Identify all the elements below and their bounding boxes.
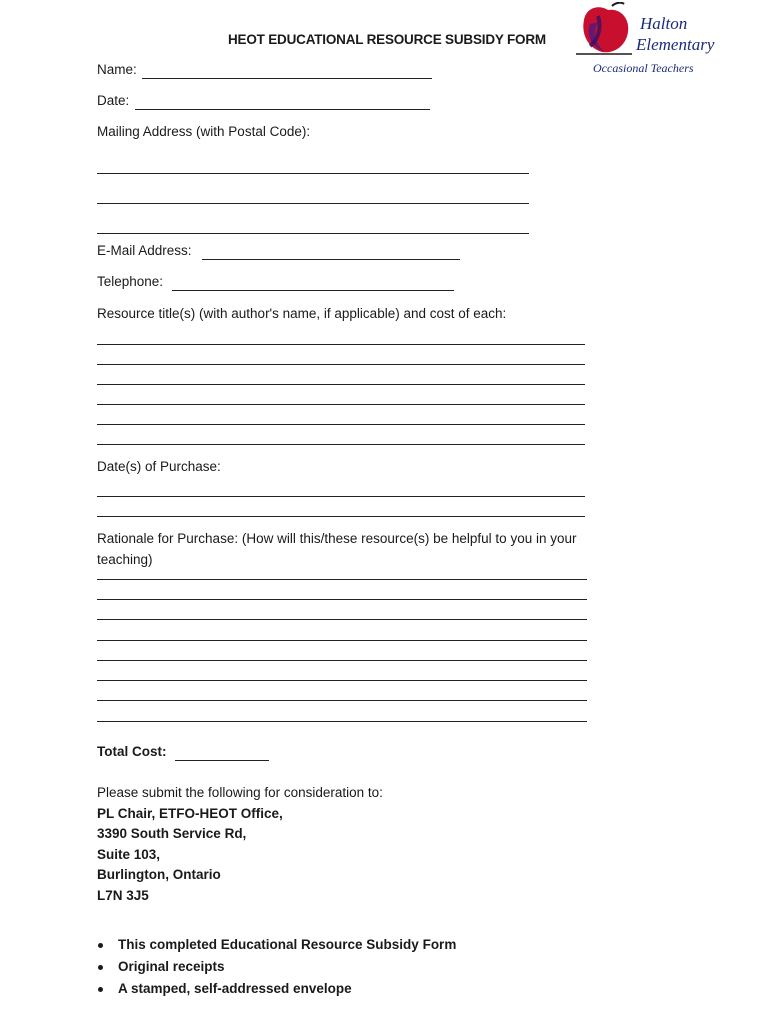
mailing-address-line-3[interactable] — [97, 233, 529, 234]
mailing-address-line-2[interactable] — [97, 203, 529, 204]
address-line-4: Burlington, Ontario — [97, 867, 221, 882]
total-cost-label: Total Cost: — [97, 744, 167, 759]
form-title: HEOT EDUCATIONAL RESOURCE SUBSIDY FORM — [228, 32, 546, 47]
name-label: Name: — [97, 62, 137, 77]
address-line-5: L7N 3J5 — [97, 888, 149, 903]
address-line-1: PL Chair, ETFO-HEOT Office, — [97, 806, 283, 821]
date-field[interactable] — [135, 109, 430, 110]
rationale-line-5[interactable] — [97, 660, 587, 661]
purchase-date-line-2[interactable] — [97, 516, 585, 517]
email-field[interactable] — [202, 259, 460, 260]
rationale-line-7[interactable] — [97, 700, 587, 701]
resource-titles-label: Resource title(s) (with author's name, if applicable) and cost of each: — [97, 306, 507, 321]
mailing-address-line-1[interactable] — [97, 173, 529, 174]
rationale-label: Rationale for Purchase: (How will this/these resource(s) be helpful to you in your — [97, 531, 577, 546]
mailing-address-label: Mailing Address (with Postal Code): — [97, 124, 311, 139]
resource-line-1[interactable] — [97, 344, 585, 345]
rationale-line-8[interactable] — [97, 721, 587, 722]
address-line-3: Suite 103, — [97, 847, 161, 862]
resource-line-6[interactable] — [97, 444, 585, 445]
telephone-label: Telephone: — [97, 274, 164, 289]
resource-line-3[interactable] — [97, 384, 585, 385]
bullet-icon — [98, 965, 103, 970]
halton-elementary-logo — [568, 2, 728, 78]
resource-line-5[interactable] — [97, 424, 585, 425]
list-item-text: Original receipts — [118, 959, 225, 974]
address-line-2: 3390 South Service Rd, — [97, 826, 247, 841]
logo-text-elementary: Elementary — [636, 35, 715, 54]
telephone-field[interactable] — [172, 290, 454, 291]
rationale-label-continued: teaching) — [97, 552, 153, 567]
list-item — [97, 978, 456, 1000]
list-item-text: A stamped, self-addressed envelope — [118, 981, 352, 996]
purchase-date-line-1[interactable] — [97, 496, 585, 497]
resource-line-4[interactable] — [97, 404, 585, 405]
bullet-icon — [98, 943, 103, 948]
name-field[interactable] — [142, 78, 432, 79]
submission-intro: Please submit the following for consideration to: — [97, 785, 383, 800]
email-label: E-Mail Address: — [97, 243, 192, 258]
submission-checklist — [97, 934, 456, 1000]
apple-logo-icon — [568, 2, 638, 64]
rationale-line-2[interactable] — [97, 599, 587, 600]
bullet-icon — [98, 987, 103, 992]
rationale-line-6[interactable] — [97, 680, 587, 681]
date-label: Date: — [97, 93, 130, 108]
rationale-line-1[interactable] — [97, 579, 587, 580]
list-item-text: This completed Educational Resource Subsidy Form — [118, 937, 457, 952]
rationale-line-3[interactable] — [97, 619, 587, 620]
purchase-date-label: Date(s) of Purchase: — [97, 459, 221, 474]
resource-line-2[interactable] — [97, 364, 585, 365]
list-item — [97, 956, 456, 978]
logo-text-halton: Halton — [640, 14, 688, 33]
list-item — [97, 934, 456, 956]
total-cost-field[interactable] — [175, 760, 269, 761]
logo-text-occasional-teachers: Occasional Teachers — [593, 61, 694, 75]
rationale-line-4[interactable] — [97, 640, 587, 641]
